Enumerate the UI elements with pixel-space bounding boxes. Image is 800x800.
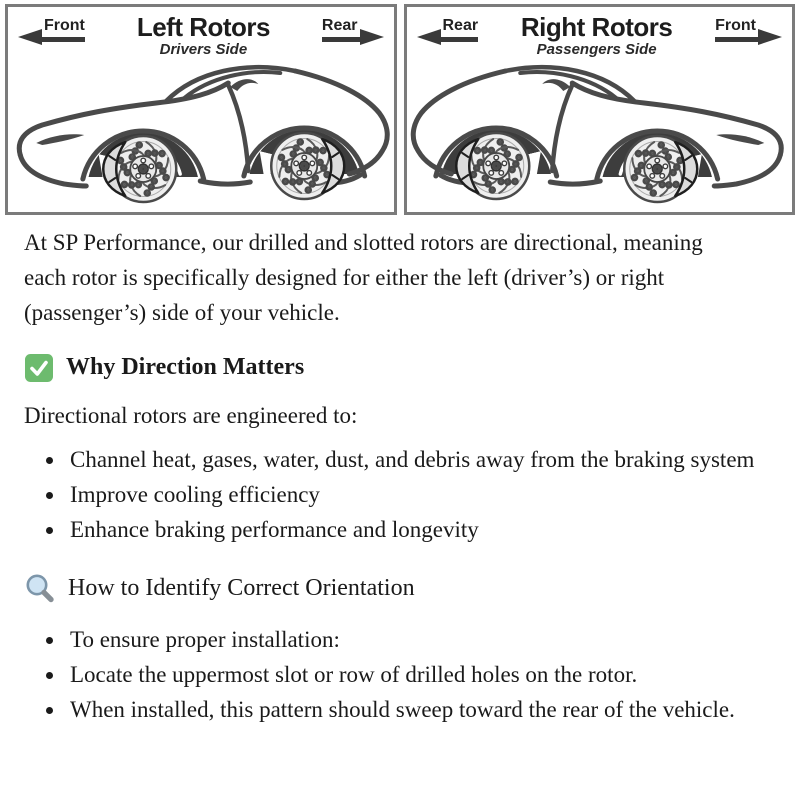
direction-label: Rear (442, 17, 479, 34)
arrow-shaft (435, 37, 479, 42)
section-heading-why-direction-matters (24, 350, 776, 385)
panel-header (407, 7, 793, 58)
panel-title: Right Rotors (520, 12, 673, 42)
rear-direction-indicator (417, 17, 479, 46)
list-item: • Improve cooling efficiency (66, 477, 768, 512)
rotation-label-front: Rotation (112, 109, 174, 132)
direction-label: Rear (321, 17, 358, 34)
front-direction-indicator (18, 17, 85, 46)
list-item: • Enhance braking performance and longevity (66, 512, 768, 547)
diagram-panel-left-rotors (5, 4, 397, 215)
section-heading-identify-orientation (24, 571, 776, 606)
list-item: • Channel heat, gases, water, dust, and debris away from the braking system (66, 442, 768, 477)
panel-titles (137, 14, 270, 58)
direction-label: Front (715, 17, 756, 34)
list-item: • When installed, this pattern should sweep toward the rear of the vehicle. (66, 692, 768, 727)
diagram-panel-right-rotors (404, 4, 796, 215)
magnifier-icon (24, 573, 56, 605)
rotation-label-front: Rotation (626, 109, 688, 132)
arrow-shaft (715, 37, 764, 42)
heading-text: How to Identify Correct Orientation (68, 575, 415, 601)
rotation-label-rear: Rotation (465, 106, 527, 129)
rotation-label-rear: Rotation (273, 106, 335, 129)
panel-titles (521, 14, 672, 58)
check-icon (24, 353, 54, 383)
list-item: • To ensure proper installation: (66, 622, 768, 657)
orientation-steps-list (24, 622, 768, 727)
article (0, 225, 800, 727)
list-item: • Locate the uppermost slot or row of drilled holes on the rotor. (66, 657, 768, 692)
benefits-list (24, 442, 768, 547)
panel-header (8, 7, 394, 58)
heading-text: Why Direction Matters (66, 354, 305, 380)
panel-title: Left Rotors (136, 12, 270, 42)
arrow-shaft (322, 37, 366, 42)
direction-label: Front (44, 17, 85, 34)
arrow-shaft (36, 37, 85, 42)
panel-subtitle: Drivers Side (159, 41, 248, 58)
rear-direction-indicator (322, 17, 384, 46)
panel-subtitle: Passengers Side (536, 41, 657, 58)
section-lead: Directional rotors are engineered to: (24, 403, 358, 428)
intro-paragraph: At SP Performance, our drilled and slotted rotors are directional, meaning each rotor is specifically designed for either the left (driver’s) or right (passenger’s) side of your vehicle. (24, 230, 703, 325)
rotor-direction-diagram (0, 0, 800, 215)
front-direction-indicator (715, 17, 782, 46)
